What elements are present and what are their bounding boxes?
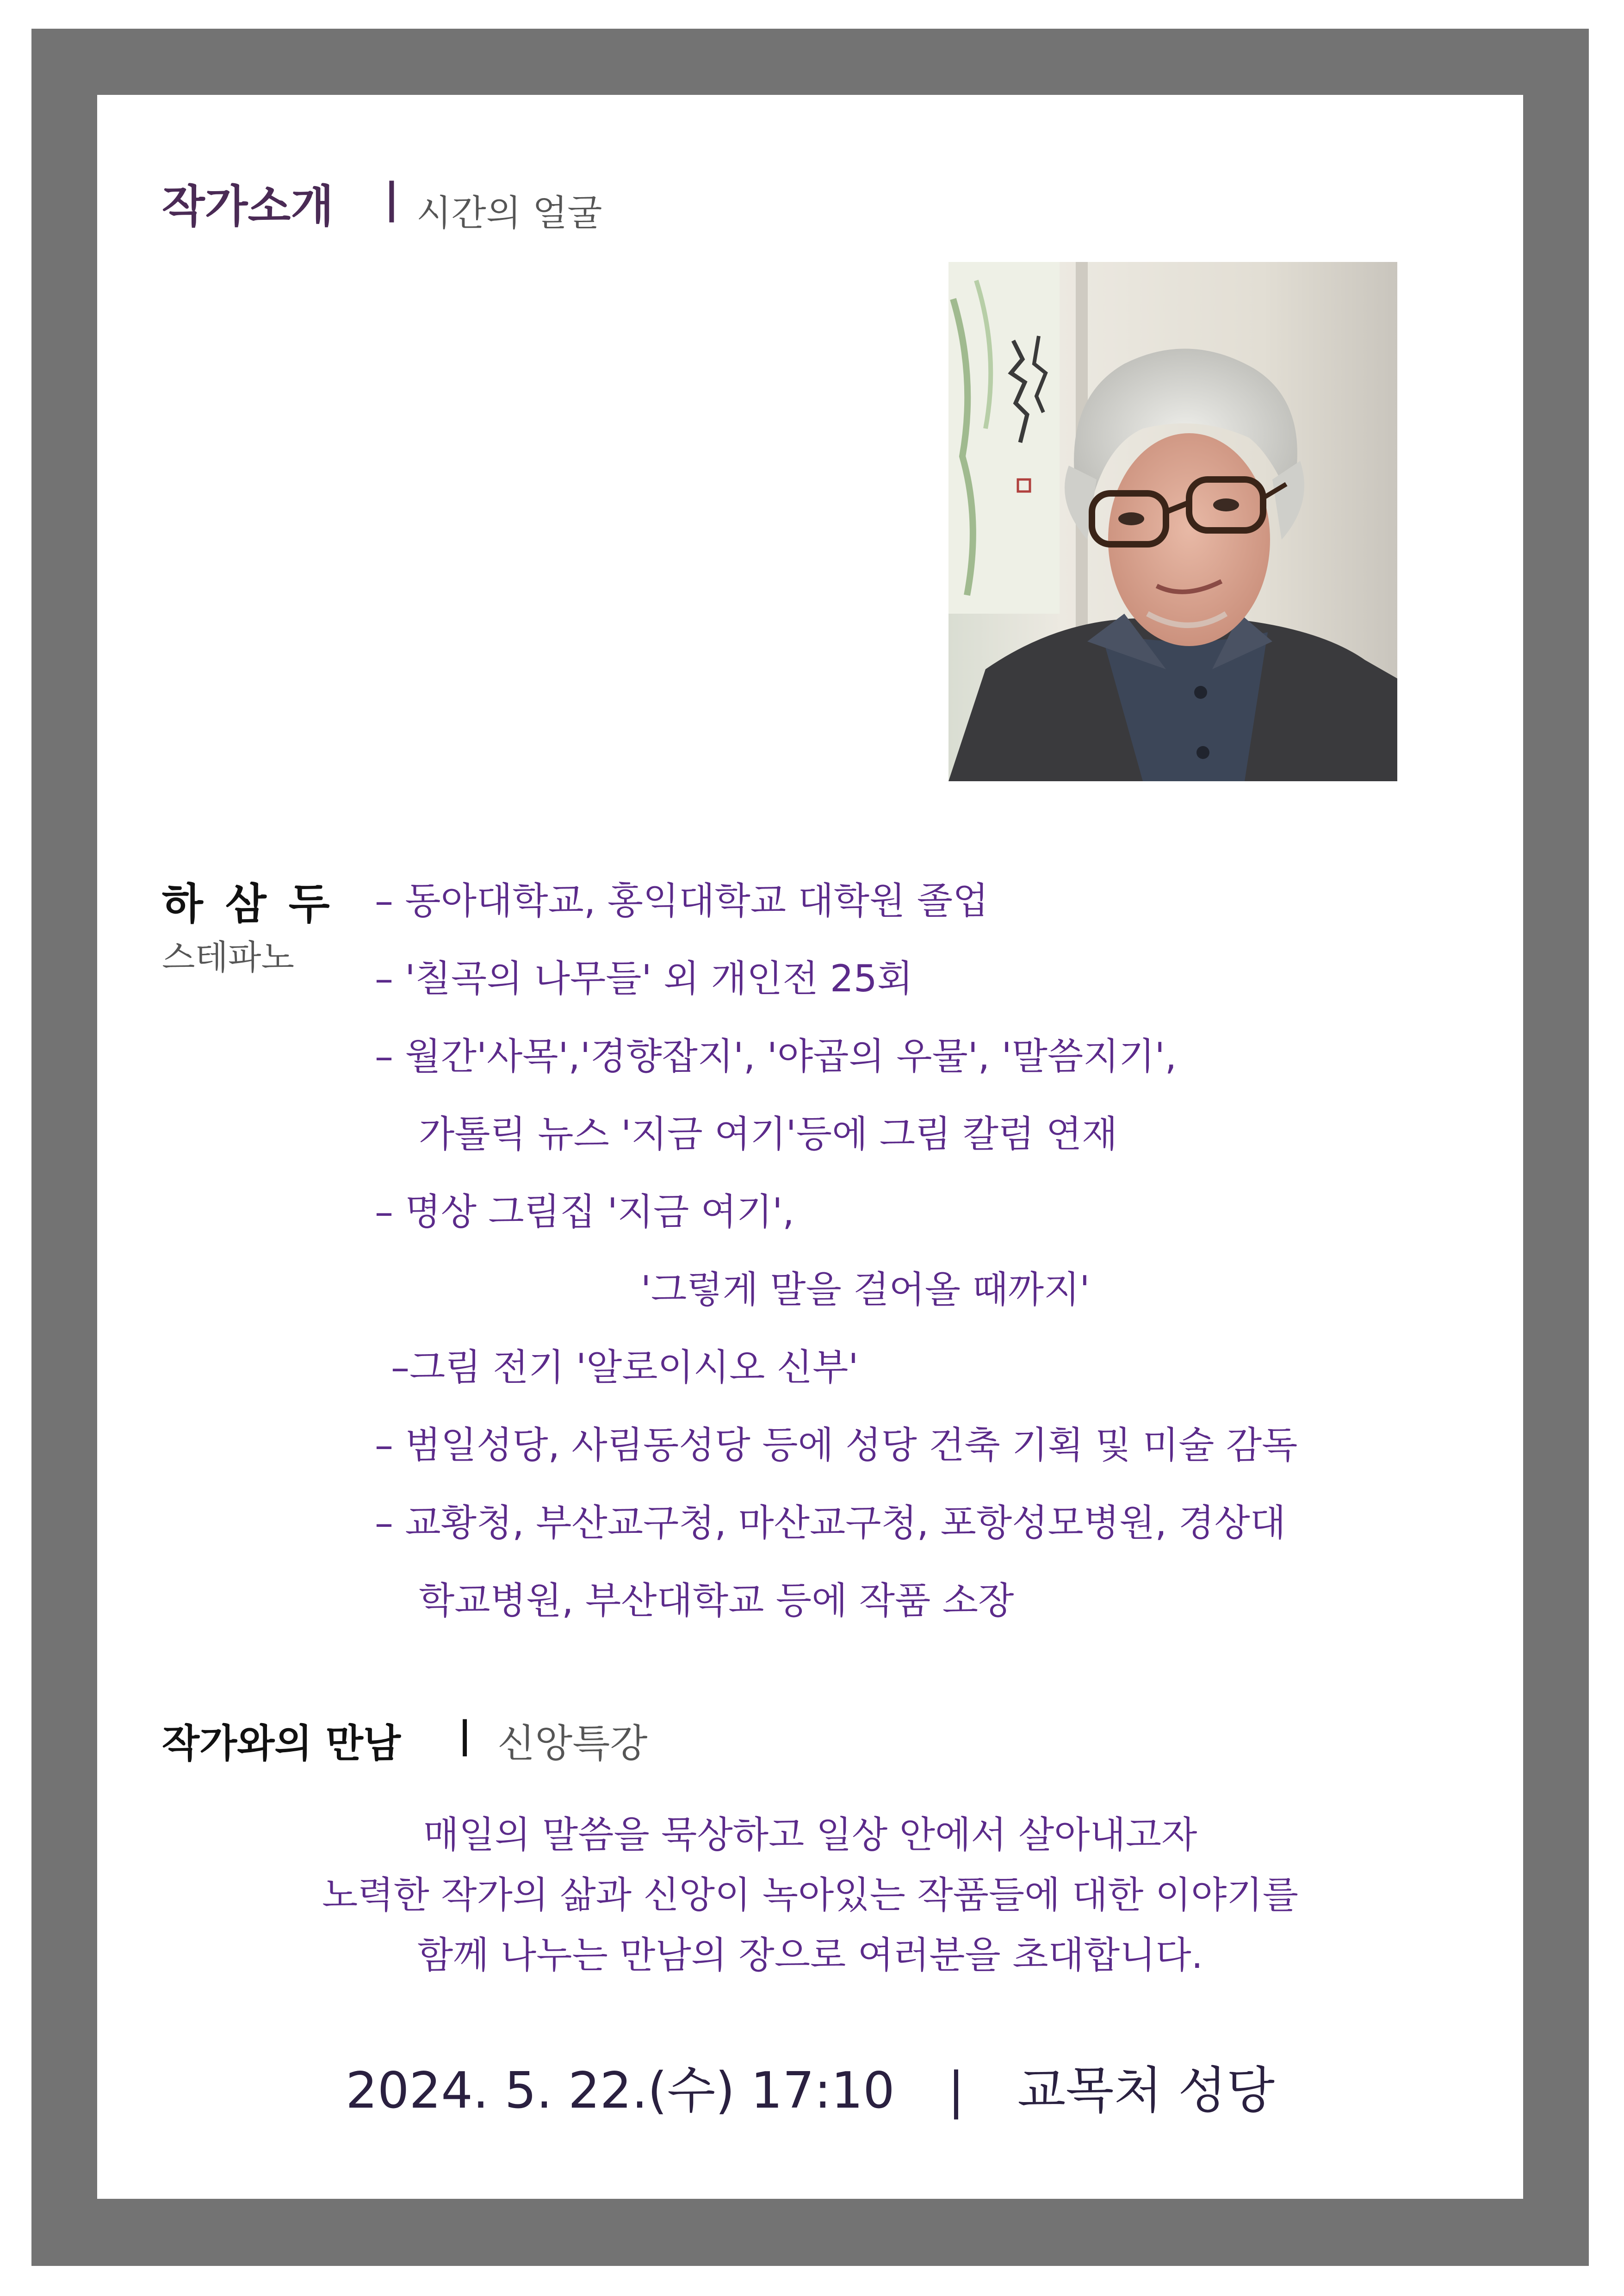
page-subtitle: 시간의 얼굴	[416, 193, 602, 234]
section-title: 작가와의 만남	[162, 1721, 401, 1766]
event-separator: |	[948, 2062, 965, 2120]
page-title: 작가소개	[162, 180, 334, 232]
bio-line: – 동아대학교, 홍익대학교 대학원 졸업	[375, 879, 989, 922]
intro-line: 함께 나누는 만남의 장으로 여러분을 초대합니다.	[417, 1934, 1203, 1977]
bio-line: 학교병원, 부산대학교 등에 작품 소장	[419, 1579, 1014, 1622]
section-separator: |	[458, 1713, 472, 1756]
event-info	[97, 2050, 1523, 2122]
bio-line: – 명상 그림집 '지금 여기',	[375, 1190, 794, 1233]
bio-line: – 범일성당, 사림동성당 등에 성당 건축 기획 및 미술 감독	[375, 1424, 1298, 1467]
title-separator: |	[384, 174, 399, 223]
artist-baptismal-name: 스테파노	[162, 938, 294, 977]
bio-line: – 월간'사목','경향잡지', '야곱의 우물', '말씀지기',	[375, 1035, 1177, 1078]
artist-portrait	[948, 262, 1397, 781]
intro-line: 매일의 말씀을 묵상하고 일상 안에서 살아내고자	[423, 1813, 1197, 1856]
bio-line: –그림 전기 '알로이시오 신부'	[391, 1346, 859, 1389]
bio-line: – '칠곡의 나무들' 외 개인전 25회	[375, 957, 913, 1000]
bio-line: – 교황청, 부산교구청, 마산교구청, 포항성모병원, 경상대	[375, 1501, 1286, 1544]
event-datetime: 2024. 5. 22.(수) 17:10	[346, 2062, 895, 2120]
artist-name: 하 삼 두	[162, 879, 334, 929]
section-subtitle: 신앙특강	[497, 1721, 648, 1766]
event-place: 교목처 성당	[1017, 2062, 1275, 2120]
bio-line: '그렇게 말을 걸어올 때까지'	[641, 1268, 1090, 1311]
bio-line: 가톨릭 뉴스 '지금 여기'등에 그림 칼럼 연재	[419, 1113, 1118, 1156]
intro-line: 노력한 작가의 삶과 신앙이 녹아있는 작품들에 대한 이야기를	[322, 1873, 1298, 1916]
